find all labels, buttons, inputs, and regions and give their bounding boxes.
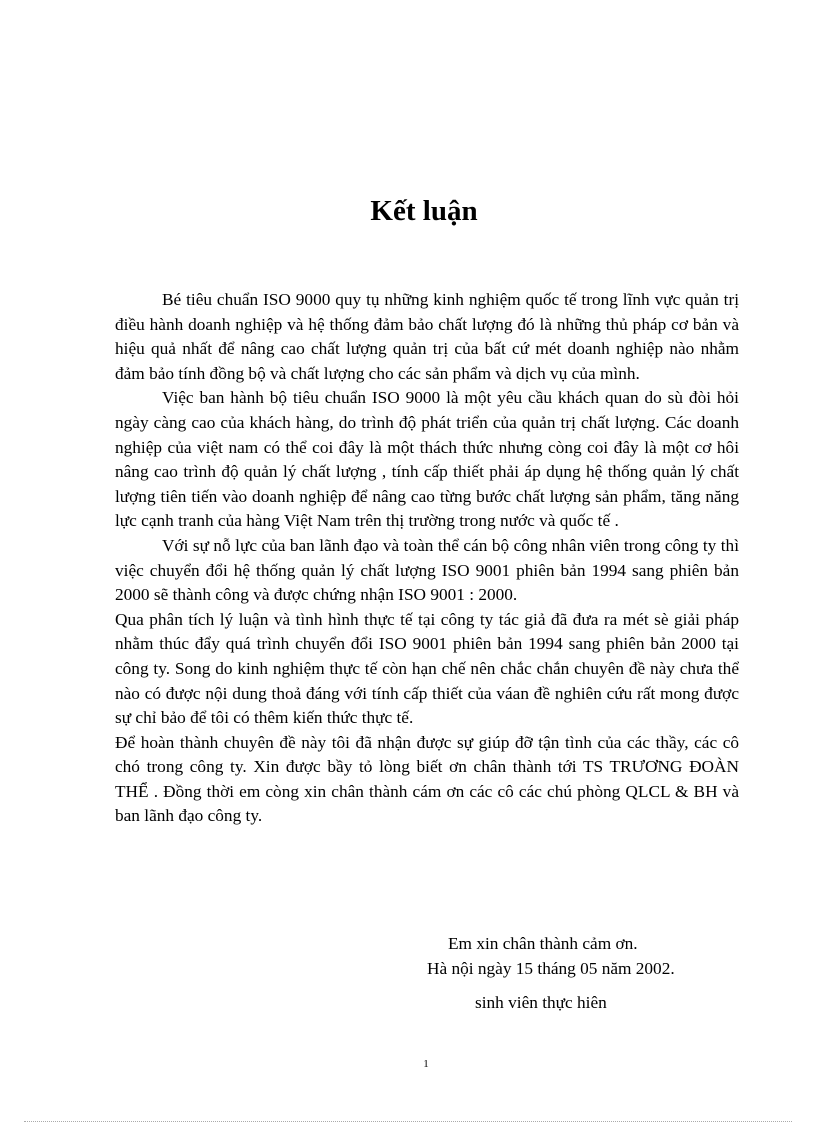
page-number: 1 (423, 1058, 429, 1070)
paragraph-iso-adoption: Việc ban hành bộ tiêu chuẩn ISO 9000 là một yêu cầu khách quan do sù đòi hỏi ngày càng cao của khách hàng, do trình độ phát triển của quản trị chất lượng. Các doanh nghiệp của việt nam có thể coi đây là một thách thức nhưng còng coi đây là một cơ hôi nâng cao trình độ quản lý chất lượng , tính cấp thiết phải áp dụng hệ thống quản lý chất lượng tiên tiến vào doanh nghiệp để nâng cao từng bước chất lượng sản phẩm, tăng năng lực cạnh tranh của hàng Việt Nam trên thị trường trong nước và quốc tế . (115, 388, 739, 531)
closing-thanks: Em xin chân thành cảm ơn. (448, 934, 638, 953)
paragraph-iso-intro: Bé tiêu chuẩn ISO 9000 quy tụ những kinh nghiệm quốc tế trong lĩnh vực quản trị điều hành doanh nghiệp và hệ thống đảm bảo chất lượng đó là những thủ pháp cơ bản và hiệu quả nhất để nâng cao chất lượng quản trị của bất cứ mét doanh nghiệp nào nhằm đảm bảo tính đồng bộ và chất lượng cho các sản phẩm và dịch vụ của mình. (115, 290, 739, 383)
closing-date: Hà nội ngày 15 tháng 05 năm 2002. (427, 959, 675, 978)
body-text (115, 288, 739, 829)
page-bottom-divider (24, 1121, 792, 1122)
paragraph-acknowledgements: Để hoàn thành chuyên đề này tôi đã nhận được sự giúp đỡ tận tình của các thầy, các cô chó trong công ty. Xin được bầy tỏ lòng biết ơn chân thành tới TS TRƯƠNG ĐOÀN THỂ . Đồng thời em còng xin chân thành cám ơn các cô các chú phòng QLCL & BH và ban lãnh đạo công ty. (115, 732, 739, 826)
page-title: Kết luận (370, 195, 478, 227)
paragraph-analysis: Qua phân tích lý luận và tình hình thực tế tại công ty tác giả đã đưa ra mét sè giải pháp nhằm thúc đẩy quá trình chuyển đổi ISO 9001 phiên bản 1994 sang phiên bản 2000 tại công ty. Song do kinh nghiệm thực tế còn hạn chế nên chắc chắn chuyên đề này chưa thể nào có được nội dung thoả đáng với tính cấp thiết của váan đề nghiên cứu rất mong được sự chỉ bảo để tôi có thêm kiến thức thực tế. (115, 609, 739, 728)
closing-signature: sinh viên thực hiên (475, 993, 607, 1012)
paragraph-conversion-effort: Với sự nỗ lực của ban lãnh đạo và toàn thể cán bộ công nhân viên trong công ty thì việc chuyển đổi hệ thống quản lý chất lượng ISO 9001 phiên bản 1994 sang phiên bản 2000 sẽ thành công và được chứng nhận ISO 9001 : 2000. (115, 535, 739, 605)
